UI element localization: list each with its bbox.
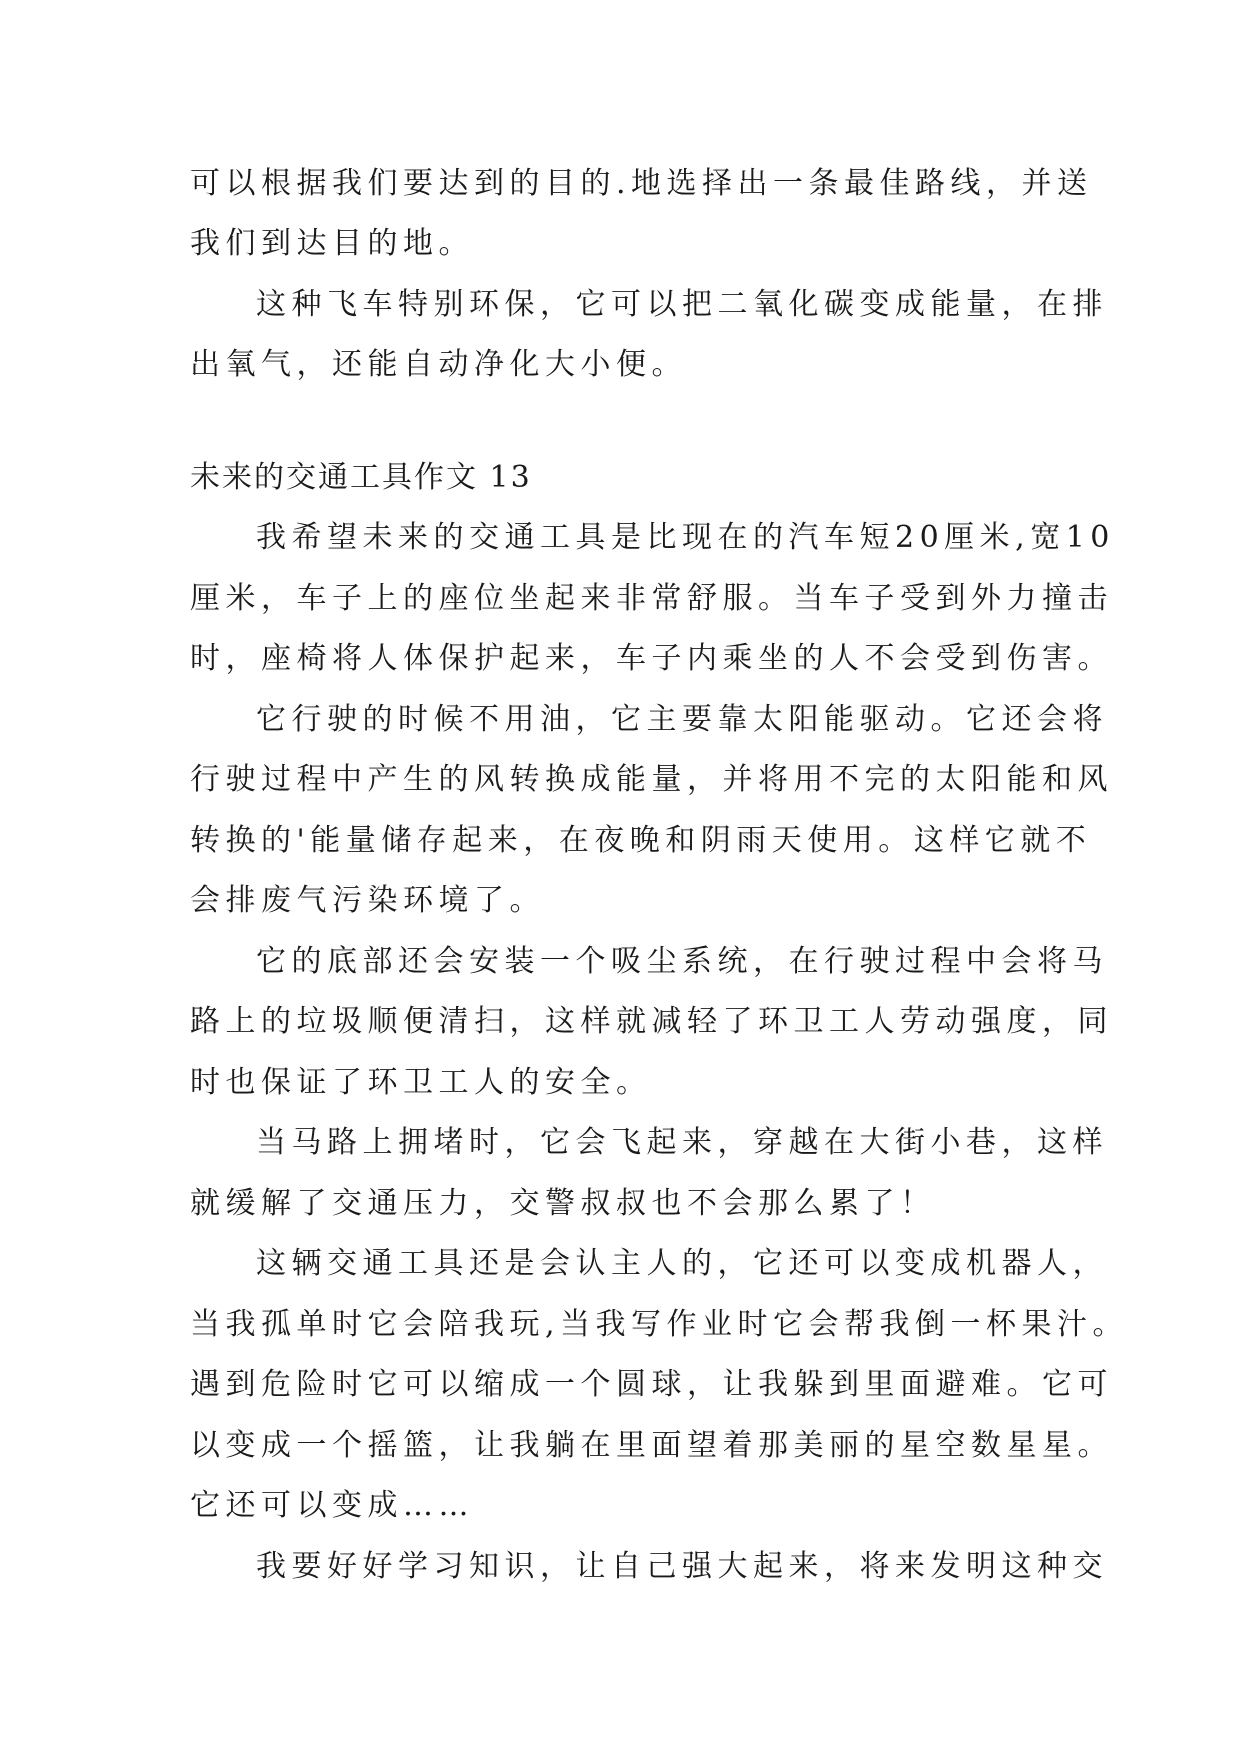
text-line: 转换的'能量储存起来，在夜晚和阴雨天使用。这样它就不 bbox=[190, 823, 1092, 858]
text-line: 它还可以变成…… bbox=[190, 1488, 474, 1523]
text-line: 我们到达目的地。 bbox=[190, 226, 474, 261]
text-line: 当马路上拥堵时，它会飞起来，穿越在大街小巷，这样 bbox=[256, 1125, 1108, 1160]
text-line: 会排废气污染环境了。 bbox=[190, 883, 545, 918]
text-line: 行驶过程中产生的风转换成能量，并将用不完的太阳能和风 bbox=[190, 762, 1113, 797]
section-heading: 未来的交通工具作文 13 bbox=[190, 460, 532, 495]
text-line: 它行驶的时候不用油，它主要靠太阳能驱动。它还会将 bbox=[256, 702, 1108, 737]
text-line: 就缓解了交通压力，交警叔叔也不会那么累了！ bbox=[190, 1186, 936, 1221]
text-line: 我要好好学习知识，让自己强大起来，将来发明这种交 bbox=[256, 1549, 1108, 1584]
text-line: 这种飞车特别环保，它可以把二氧化碳变成能量，在排 bbox=[256, 287, 1108, 322]
text-line: 路上的垃圾顺便清扫，这样就减轻了环卫工人劳动强度，同 bbox=[190, 1004, 1113, 1039]
text-line: 厘米，车子上的座位坐起来非常舒服。当车子受到外力撞击 bbox=[190, 581, 1113, 616]
text-line: 时也保证了环卫工人的安全。 bbox=[190, 1065, 652, 1100]
text-line: 我希望未来的交通工具是比现在的汽车短20厘米,宽10 bbox=[256, 520, 1115, 555]
text-line: 它的底部还会安装一个吸尘系统，在行驶过程中会将马 bbox=[256, 944, 1108, 979]
text-line: 出氧气，还能自动净化大小便。 bbox=[190, 347, 687, 382]
text-line: 可以根据我们要达到的目的.地选择出一条最佳路线，并送 bbox=[190, 166, 1093, 201]
text-line: 这辆交通工具还是会认主人的，它还可以变成机器人， bbox=[256, 1246, 1108, 1281]
text-line: 以变成一个摇篮，让我躺在里面望着那美丽的星空数星星。 bbox=[190, 1428, 1113, 1463]
text-line: 时，座椅将人体保护起来，车子内乘坐的人不会受到伤害。 bbox=[190, 641, 1113, 676]
text-line: 遇到危险时它可以缩成一个圆球，让我躲到里面避难。它可 bbox=[190, 1367, 1113, 1402]
text-line: 当我孤单时它会陪我玩,当我写作业时它会帮我倒一杯果汁。 bbox=[190, 1307, 1129, 1342]
